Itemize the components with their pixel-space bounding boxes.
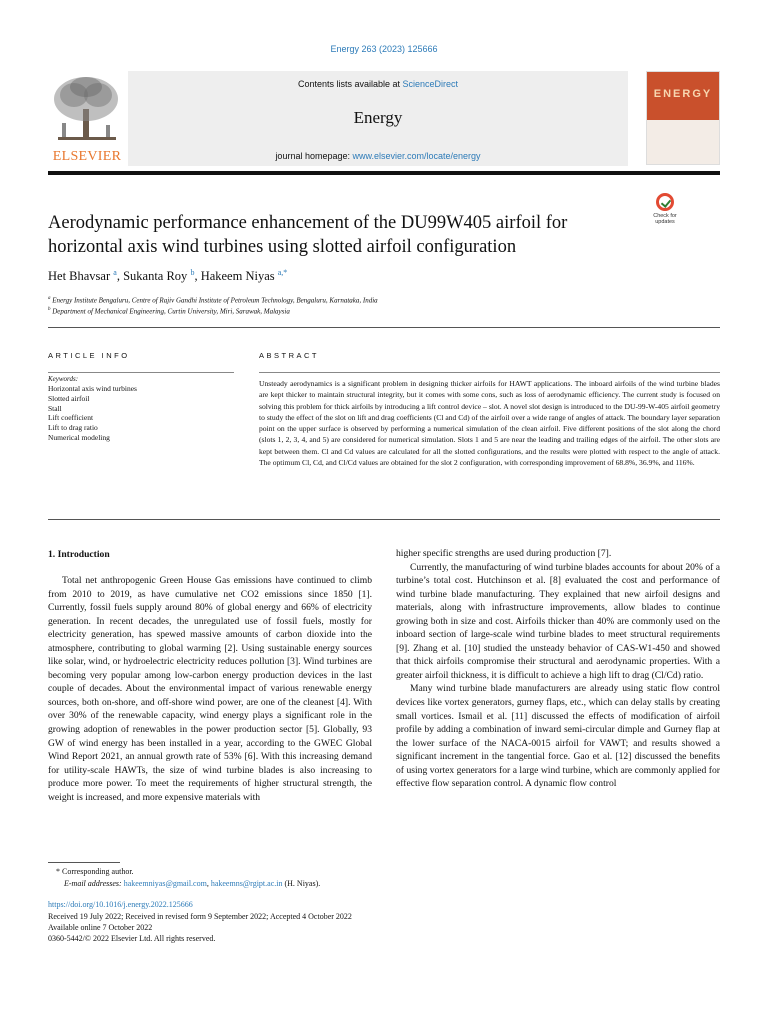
affiliation-marker: a [48,296,51,301]
contents-prefix: Contents lists available at [297,79,403,89]
journal-cover-image[interactable] [646,71,720,165]
article-info-heading: ARTICLE INFO [48,351,130,360]
author-affiliation-marker[interactable]: a [113,268,117,277]
footnote-divider [48,862,120,863]
homepage-label: journal homepage: [275,151,353,161]
journal-citation[interactable]: Energy 263 (2023) 125666 [330,44,438,54]
affiliation-b [48,307,290,315]
title-line-2: horizontal axis wind turbines using slotted airfoil configuration [48,237,517,257]
received-dates: Received 19 July 2022; Received in revised form 9 September 2022; Accepted 4 October 2022 [48,912,352,921]
affiliation-marker: b [48,307,51,312]
doi-link[interactable]: https://doi.org/10.1016/j.energy.2022.125666 [48,900,193,909]
title-line-1: Aerodynamic performance enhancement of the DU99W405 airfoil for [48,213,568,233]
abstract-text: Unsteady aerodynamics is a significant problem in designing thicker airfoils for HAWT applications. The inboard airfoils of the wind turbine blades are kept thicker to maintain structural integrity, but it comes with some cons, such as loss of aerodynamic efficiency. The current study is focused on solving this problem for thick airfoils by introducing a lift control device – slot. A novel slot design is introduced to the DU-99-W-405 airfoil geometry to study the effect of the slot on lift and drag coefficients (Cl and Cd) of the airfoil over a wide range of angles of attack. The boundary layer separation point on the upper surface is observed by performing a numerical simulation of the clean airfoil. Five different positions of the slot along the chord (slots 1, 2, 3, 4, and 5) are considered for numerical simulation. Slots 1 and 5 are near the leading and trailing edges of the airfoil. The other slots are kept between them. Cl and Cd values are calculated for all the slotted configurations, and the results were plotted with respect to the angle of attack. The optimum Cl, Cd, and Cl/Cd values are obtained for the slot 2 configuration, with corresponding improvement of 68.8%, 36.9%, and 116%. [259,379,720,468]
check-updates-line2: updates [655,219,675,225]
affiliation-a [48,296,378,304]
left-column [48,574,372,804]
elsevier-wordmark: ELSEVIER [52,149,122,164]
email-link[interactable]: hakeemniyas@gmail.com [123,879,207,888]
keyword-item: Lift to drag ratio [48,423,98,433]
copyright-notice: 0360-5442/© 2022 Elsevier Ltd. All rights reserved. [48,934,216,943]
contents-line [128,79,628,89]
abstract-rule [259,372,720,373]
body-paragraph: Currently, the manufacturing of wind turbine blades accounts for about 20% of a turbine’s total cost. Hutchinson et al. [8] evaluated the cost and performance of wind turbine blade manufacturing. They explained that new airfoil designs and materials, along with infrastructure improvements, allow blades to continue growing both in size and cost. Airfoils thicker than 40% are commonly used on the inboard section of large-scale wind turbine blades to meet structural requirements [9]. Zhang et al. [10] studied the unsteady behavior of CAS-W1-450 and showed that thick airfoils compromise their structural and aerodynamic properties. With a greater airfoil thickness, it is difficult to achieve a high lift to drag (Cl/Cd) ratio. [396,561,720,681]
keywords-label: Keywords: [48,375,79,383]
cover-title: ENERGY [653,88,713,100]
journal-header-box [128,71,628,166]
email-separator: , [206,879,211,888]
email-label: E-mail addresses: [64,879,124,888]
keyword-item: Lift coefficient [48,413,94,423]
keyword-item: Horizontal axis wind turbines [48,384,137,393]
affiliation-divider [48,327,720,328]
author-list: Het Bhavsar $^a$, Sukanta Roy $^b$, Hakeem Niyas $^{a,*}$ [48,268,288,284]
check-updates-line1: Check for [653,213,677,219]
author-affiliation-marker[interactable]: a,* [277,268,288,277]
affiliation-text: Department of Mechanical Engineering, Curtin University, Miri, Sarawak, Malaysia [52,307,290,316]
journal-name: Energy [353,108,403,127]
sciencedirect-link[interactable]: ScienceDirect [402,79,459,89]
body-paragraph: Many wind turbine blade manufacturers are already using static flow control devices like vortex generators, gurney flaps, etc., which can delay stalls by creating small vortices. Ismail et al. [11] discussed the effects of modification of airfoil profile by adding a combination of inward semi-circular dimple and Gurney flap at the lower surface of the NACA-0015 airfoil for VAWT; and results showed a significant increment in the tangential force. Gao et al. [12] discussed the benefits of using vortex generators for a large wind turbine, which are commonly applied for effective flow separation control. A dynamic flow control [396,683,720,790]
keyword-item: Stall [48,403,62,413]
keyword-item: Numerical modeling [48,432,110,442]
email-suffix: (H. Niyas). [282,879,321,888]
keyword-list [48,384,137,443]
keyword-item: Slotted airfoil [48,393,90,403]
homepage-link[interactable]: www.elsevier.com/locate/energy [352,151,481,161]
author-name[interactable]: Het Bhavsar [48,269,111,284]
abstract-heading: ABSTRACT [259,351,320,360]
right-column [396,547,720,791]
author-name[interactable]: Hakeem Niyas [200,269,275,284]
body-paragraph: Total net anthropogenic Green House Gas emissions have continued to climb from 2010 to 2019, as have cumulative net CO2 emissions since 1850 [1]. Currently, fossil fuels supply around 80% of global energy and 66% of electricity generation. In recent decades, the unregulated use of fossil fuels, mostly for electricity generation, has spewed massive amounts of carbon dioxide into the atmosphere, contributing to global warming [2]. Using sustainable energy sources like solar, wind, or hydroelectric electricity reduces pollution [3]. Wind turbines are becoming very popular among low-carbon energy production devices in the last couple of decades. About the environmental impact of various renewable energy sources, both on-shore, and off-shore wind power, are one of the cleanest [4]. With over 30% of the renewable capacity, wind energy plays a significant role in the growing adoption of renewables in the power production sector [5]. Globally, 93 GW of wind energy has been installed in a year, according to the GWEC Global Wind Report 2021, an annual growth rate of 53% [6]. With this increasing demand for utility-scale HAWTs, the size of wind turbine blades is also increasing to produce more power. To meet the requirements of higher structural strength, the weight is increased, and more expensive materials with [48,575,372,803]
article-title [48,211,628,259]
email-link[interactable]: hakeemns@rgipt.ac.in [210,879,283,888]
tree-icon [48,71,126,147]
check-updates-label [648,213,682,225]
author-affiliation-marker[interactable]: b [190,268,195,277]
article-info-rule [48,372,234,373]
abstract-divider [48,519,720,520]
section-heading-introduction: 1. Introduction [48,549,110,560]
email-addresses [64,878,320,890]
check-for-updates-button[interactable] [648,193,682,233]
header-divider [48,171,720,175]
body-paragraph-continued: higher specific strengths are used during production [7]. [396,548,612,559]
elsevier-logo[interactable] [48,71,126,165]
author-name[interactable]: Sukanta Roy [123,269,188,284]
homepage-line [128,151,628,161]
affiliation-text: Energy Institute Bengaluru, Centre of Rajiv Gandhi Institute of Petroleum Technology, Bengaluru, Karnataka, India [52,296,378,305]
check-updates-icon [656,193,674,211]
available-online-date: Available online 7 October 2022 [48,923,153,932]
corresponding-author-note: * Corresponding author. [56,867,134,876]
